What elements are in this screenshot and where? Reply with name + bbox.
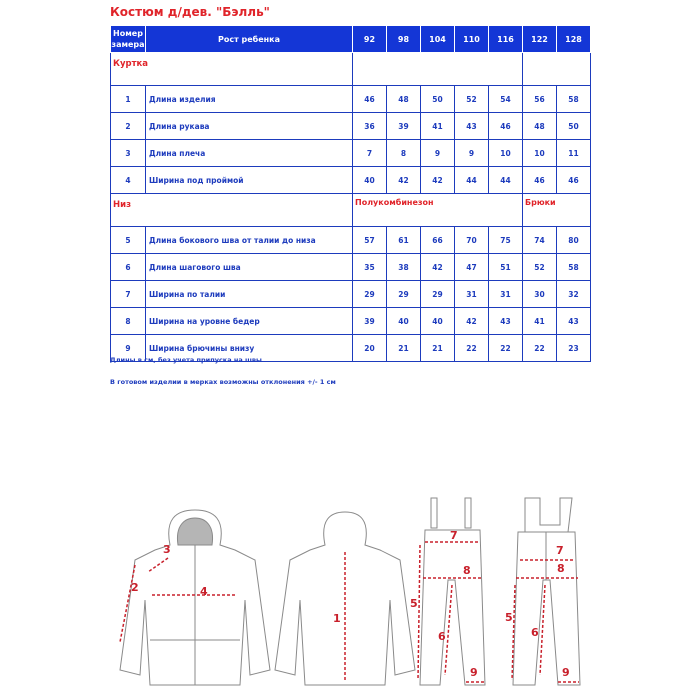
header-size: 122 — [523, 26, 557, 53]
section-jacket: Куртка — [111, 53, 353, 86]
header-size: 98 — [387, 26, 421, 53]
label-8: 8 — [557, 562, 565, 575]
table-header — [111, 26, 591, 53]
label-5: 5 — [505, 611, 513, 624]
overall-illustration — [420, 498, 485, 685]
table-row: 6 Длина шагового шва 35 38 42 47 51 52 58 — [111, 254, 591, 281]
pants-illustration — [513, 498, 580, 685]
header-size: 110 — [455, 26, 489, 53]
table-row: 3 Длина плеча 7 8 9 9 10 10 11 — [111, 140, 591, 167]
jacket-front-illustration — [120, 510, 270, 685]
section-row-bottom — [111, 194, 591, 227]
header-height: Рост ребенка — [146, 26, 353, 53]
section-bottom: Низ — [111, 194, 353, 227]
label-5: 5 — [410, 597, 418, 610]
note-units: Длины в см, без учета припуска на швы — [110, 356, 262, 364]
table-row: 5 Длина бокового шва от талии до низа 57 61 66 70 75 74 80 — [111, 227, 591, 254]
label-7: 7 — [450, 529, 458, 542]
table-row: 1 Длина изделия 46 48 50 52 54 56 58 — [111, 86, 591, 113]
label-7: 7 — [556, 544, 564, 557]
section-row-jacket — [111, 53, 591, 86]
label-6: 6 — [531, 626, 539, 639]
header-size: 92 — [353, 26, 387, 53]
size-table — [110, 25, 591, 362]
table-row: 9 Ширина брючины внизу 20 21 21 22 22 22 23 — [111, 335, 591, 362]
table-row: 7 Ширина по талии 29 29 29 31 31 30 32 — [111, 281, 591, 308]
label-6: 6 — [438, 630, 446, 643]
label-9: 9 — [470, 666, 478, 679]
header-size: 104 — [421, 26, 455, 53]
table-row: 2 Длина рукава 36 39 41 43 46 48 50 — [111, 113, 591, 140]
garment-diagrams — [0, 490, 700, 700]
sub-overall: Полукомбинезон — [353, 194, 523, 227]
note-tolerance: В готовом изделии в мерках возможны отклонения +/- 1 см — [110, 378, 336, 386]
label-2: 2 — [131, 581, 139, 594]
page-title: Костюм д/дев. "Бэлль" — [110, 5, 270, 19]
label-1: 1 — [333, 612, 341, 625]
sub-pants: Брюки — [523, 194, 591, 227]
label-8: 8 — [463, 564, 471, 577]
header-size: 128 — [557, 26, 591, 53]
table-row: 8 Ширина на уровне бедер 39 40 40 42 43 41 43 — [111, 308, 591, 335]
label-3: 3 — [163, 543, 171, 556]
table-row: 4 Ширина под проймой 40 42 42 44 44 46 46 — [111, 167, 591, 194]
header-num: Номер замера — [111, 26, 146, 53]
label-4: 4 — [200, 585, 208, 598]
label-9: 9 — [562, 666, 570, 679]
header-size: 116 — [489, 26, 523, 53]
